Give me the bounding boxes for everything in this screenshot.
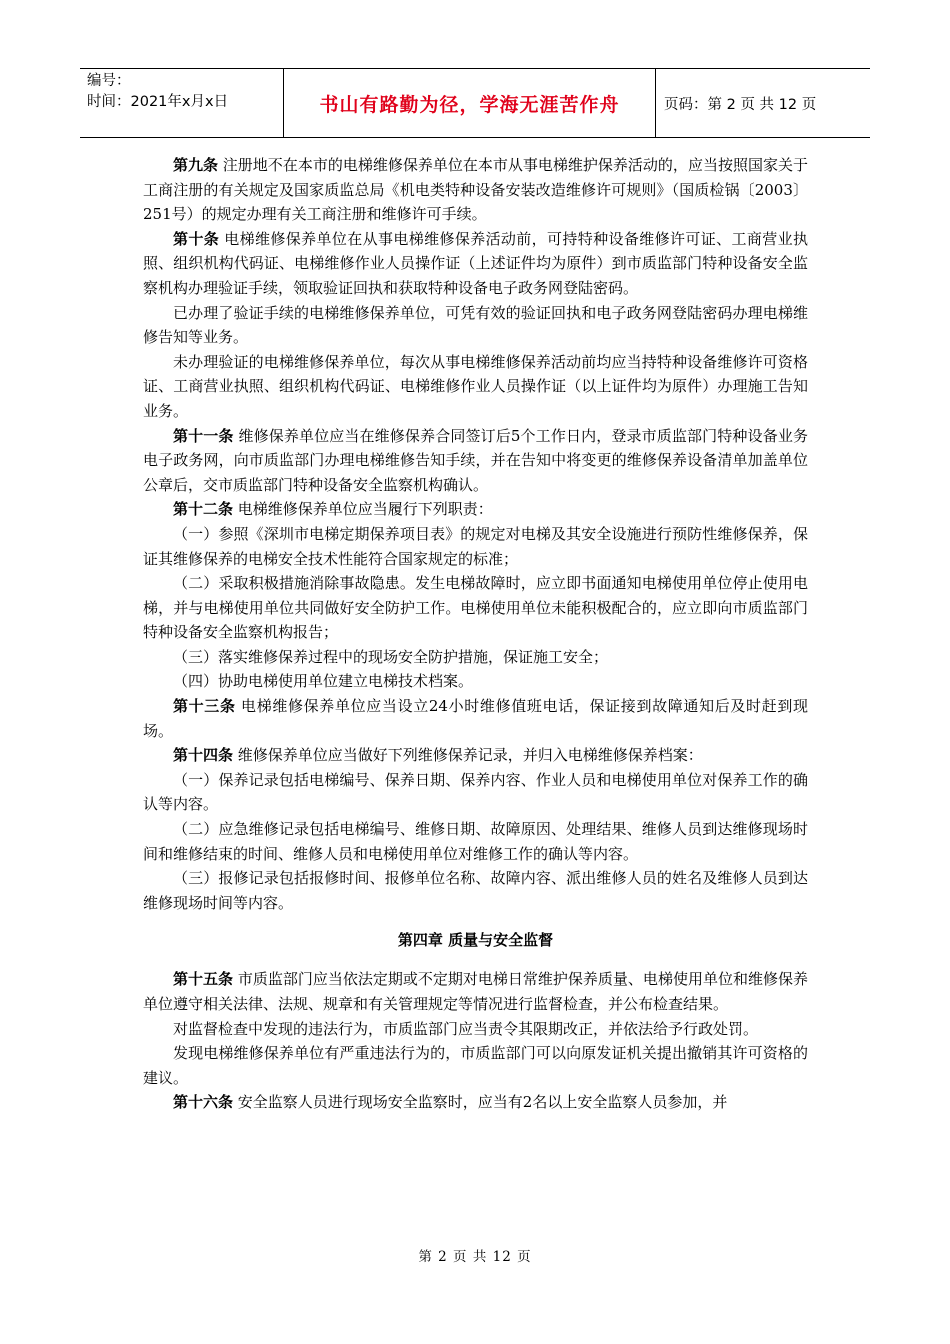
document-code-label: 编号： [87, 73, 131, 89]
article-12-item-4: （四）协助电梯使用单位建立电梯技术档案。 [173, 672, 474, 691]
article-14-item-1: （一）保养记录包括电梯编号、保养日期、保养内容、作业人员和电梯使用单位对保养工作的确认等内容。 [143, 770, 808, 814]
article-15-paragraph-2: 对监督检查中发现的违法行为，市质监部门应当责令其限期改正，并依法给予行政处罚。 [173, 1019, 759, 1038]
article-11 [143, 424, 808, 498]
article-12-title: 第十二条 [173, 500, 234, 519]
header-motto: 书山有路勤为径，学海无涯苦作舟 [319, 93, 620, 116]
page-footer: 第 2 页 共 12 页 [418, 1249, 532, 1265]
document-time: 时间：2021年x月x日 [87, 94, 229, 110]
header-page-info: 页码：第 2 页 共 12 页 [664, 96, 817, 113]
article-10-paragraph-2: 已办理了验证手续的电梯维修保养单位，可凭有效的验证回执和电子政务网登陆密码办理电梯维修告知等业务。 [143, 303, 808, 347]
article-12-item-1: （一）参照《深圳市电梯定期保养项目表》的规定对电梯及其安全设施进行预防性维修保养，保证其维修保养的电梯安全技术性能符合国家规定的标准； [143, 524, 808, 568]
article-13-title: 第十三条 [173, 697, 236, 716]
article-10-text: 电梯维修保养单位在从事电梯维修保养活动前，可持特种设备维修许可证、工商营业执照、组织机构代码证、电梯维修作业人员操作证（上述证件均为原件）到市质监部门特种设备安全监察机构办理验证手续，领取验证回执和获取特种设备电子政务网登陆密码。 [143, 229, 808, 297]
article-15 [143, 967, 808, 1016]
chapter-heading: 第四章 质量与安全监督 [397, 931, 554, 950]
article-16 [143, 1090, 808, 1115]
header-left-cell [80, 69, 283, 137]
header-motto-cell [283, 69, 656, 137]
article-10-paragraph-3: 未办理验证的电梯维修保养单位，每次从事电梯维修保养活动前均应当持特种设备维修许可资格证、工商营业执照、组织机构代码证、电梯维修作业人员操作证（以上证件均为原件）办理施工告知业务。 [143, 352, 808, 420]
article-12-item-3: （三）落实维修保养过程中的现场安全防护措施，保证施工安全； [173, 647, 609, 666]
article-10 [143, 227, 808, 301]
article-14-item-2: （二）应急维修记录包括电梯编号、维修日期、故障原因、处理结果、维修人员到达维修现场时间和维修结束的时间、维修人员和电梯使用单位对维修工作的确认等内容。 [143, 820, 808, 863]
article-14-title: 第十四条 [173, 746, 234, 765]
article-16-title: 第十六条 [173, 1093, 234, 1112]
document-header [80, 68, 870, 138]
article-15-paragraph-3: 发现电梯维修保养单位有严重违法行为的，市质监部门可以向原发证机关提出撤销其许可资格的建议。 [143, 1044, 808, 1087]
article-11-text: 维修保养单位应当在维修保养合同签订后5个工作日内，登录市质监部门特种设备业务电子政务网，向市质监部门办理电梯维修告知手续，并在告知中将变更的维修保养设备清单加盖单位公章后，交市质监部门特种设备安全监察机构确认。 [143, 426, 808, 494]
article-14-item-3: （三）报修记录包括报修时间、报修单位名称、故障内容、派出维修人员的姓名及维修人员到达维修现场时间等内容。 [143, 869, 808, 912]
article-9 [143, 153, 808, 227]
article-14 [143, 743, 808, 768]
article-13 [143, 694, 808, 743]
article-15-title: 第十五条 [173, 970, 234, 989]
article-12 [143, 497, 808, 522]
document-body [143, 153, 808, 1115]
article-12-text: 电梯维修保养单位应当履行下列职责： [237, 500, 493, 519]
article-11-title: 第十一条 [173, 426, 234, 445]
article-14-text: 维修保养单位应当做好下列维修保养记录，并归入电梯维修保养档案： [237, 746, 703, 765]
article-10-title: 第十条 [173, 229, 220, 248]
article-9-title: 第九条 [173, 156, 219, 174]
article-12-item-2: （二）采取积极措施消除事故隐患。发生电梯故障时，应立即书面通知电梯使用单位停止使用电梯，并与电梯使用单位共同做好安全防护工作。电梯使用单位未能积极配合的，应立即向市质监部门特种设备安全监察机构报告； [143, 574, 808, 642]
article-15-text: 市质监部门应当依法定期或不定期对电梯日常维护保养质量、电梯使用单位和维修保养单位遵守相关法律、法规、规章和有关管理规定等情况进行监督检查，并公布检查结果。 [143, 970, 808, 1013]
article-9-text: 注册地不在本市的电梯维修保养单位在本市从事电梯维护保养活动的，应当按照国家关于工商注册的有关规定及国家质监总局《机电类特种设备安装改造维修许可规则》（国质检锅〔2003〕251号）的规定办理有关工商注册和维修许可手续。 [143, 156, 808, 224]
article-13-text: 电梯维修保养单位应当设立24小时维修值班电话，保证接到故障通知后及时赶到现场。 [143, 697, 808, 740]
article-16-text: 安全监察人员进行现场安全监察时，应当有2名以上安全监察人员参加，并 [237, 1093, 728, 1112]
